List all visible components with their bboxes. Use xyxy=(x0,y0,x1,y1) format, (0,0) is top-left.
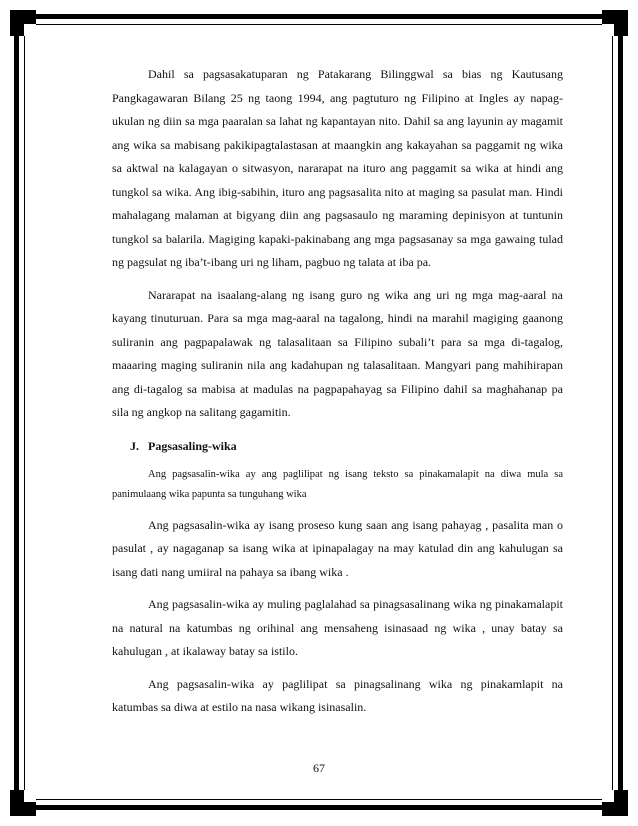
section-letter: J. xyxy=(130,438,139,453)
page-content xyxy=(112,63,563,720)
page-number: 67 xyxy=(313,761,325,775)
paragraph-bilingual-policy: Dahil sa pagsasakatuparan ng Patakarang Bilinggwal sa bias ng Kautusang Pangkagawaran Bilang 25 ng taong 1994, ang pagtuturo ng Filipino at Ingles ay napag-ukulan ng diin sa mga paaralan sa lahat ng kapantayan nito. Dahil sa ang layunin ay magamit ang wika sa mabisang pakikipagtalastasan at maangkin ang kakayahan sa paggamit ng wika sa aktwal na kalagayan o sitwasyon, nararapat na ituro ang paggamit sa wika at hindi ang tungkol sa wika. Ang ibig-sabihin, ituro ang pagsasalita nito at maging sa pasulat man. Hindi mahalagang malaman at bigyang diin ang pagsasaulo ng maraming depinisyon at tuntunin tungkol sa balarila. Magiging kapaki-pakinabang ang mga pagsasanay sa mga gawaing tulad ng pagsulat ng iba’t-ibang uri ng liham, pagbuo ng talata at iba pa. xyxy=(112,67,563,269)
frame-corner-bottom-left xyxy=(10,790,36,816)
paragraph-definition-2: Ang pagsasalin-wika ay isang proseso kung saan ang isang pahayag , pasalita man o pasulat , ay nagaganap sa isang wika at ipinapalagay na may katulad din ang kahulugan sa isang dati nang umiiral na pahaya sa ibang wika . xyxy=(112,517,563,579)
frame-corner-bottom-right xyxy=(602,790,628,816)
paragraph-definition-4: Ang pagsasalin-wika ay paglilipat sa pinagsalinang wika ng pinakamlapit na katumbas sa diwa at estilo na nasa wikang isinasalin. xyxy=(112,676,563,714)
frame-corner-top-right xyxy=(602,10,628,36)
section-heading xyxy=(130,435,563,457)
frame-corner-top-left xyxy=(10,10,36,36)
paragraph-student-types: Nararapat na isaalang-alang ng isang guro ng wika ang uri ng mga mag-aaral na kayang tinuturuan. Para sa mga mag-aaral na tagalong, hindi na marahil magiging gaanong suliranin ang pagpapalawak ng talasalitaan sa Filipino subali’t para sa mga di-tagalog, maaaring maging suliranin nila ang kadahupan ng talasalitaan. Mangyari pang mahihirapan ang di-tagalog sa mabisa at madulas na pagpapahayag sa Filipino dahil sa maghahanap pa sila ng angkop na salitang gagamitin. xyxy=(112,287,563,419)
paragraph-definition-3: Ang pagsasalin-wika ay muling paglalahad sa pinagsasalinang wika ng pinakamalapit na natural na katumbas ng orihinal ang mensaheng isinasaad ng wika , unay batay sa kahulugan , at ikalaway batay sa istilo. xyxy=(112,597,563,658)
paragraph-definition-1: Ang pagsasalin-wika ay ang paglilipat ng isang teksto sa pinakamalapit na diwa mula sa panimulaang wika papunta sa tunguhang wika xyxy=(112,468,563,500)
section-title: Pagsasaling-wika xyxy=(148,438,237,453)
